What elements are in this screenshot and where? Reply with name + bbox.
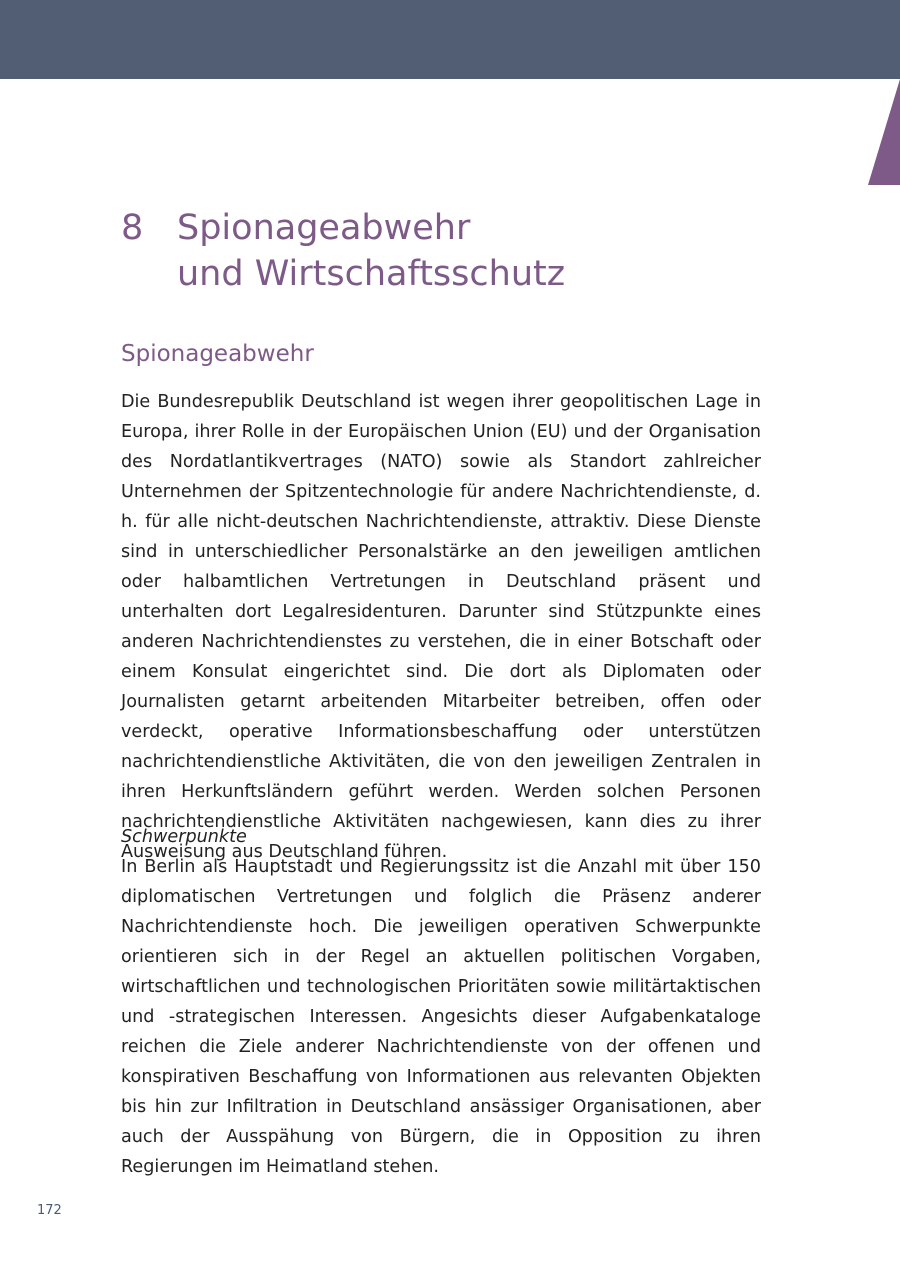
- corner-tab-marker: [868, 79, 900, 185]
- page-number: 172: [37, 1203, 62, 1218]
- chapter-heading: [121, 205, 681, 297]
- chapter-title-line-2: und Wirtschaftsschutz: [177, 254, 566, 294]
- chapter-number: 8: [121, 208, 144, 248]
- header-band: [0, 0, 900, 79]
- chapter-title-line-1: Spionageabwehr: [177, 208, 471, 248]
- intro-paragraph: Die Bundesrepublik Deutschland ist wegen ihrer geopolitischen Lage in Europa, ihrer Rolle in der Europäischen Union (EU) und der Organisation des Nordatlantikvertrages (NATO) sowie als Standort zahlreicher Unternehmen der Spitzentechnologie für andere Nachrichtendienste, d. h. für alle nicht-deutschen Nachrichtendienste, attraktiv. Diese Dienste sind in unterschiedlicher Personalstärke an den jeweiligen amtlichen oder halbamtlichen Vertretungen in Deutschland präsent und unterhalten dort Legalresidenturen. Darunter sind Stützpunkte eines anderen Nachrichtendienstes zu verstehen, die in einer Botschaft oder einem Konsulat eingerichtet sind. Die dort als Diplomaten oder Journalisten getarnt arbeitenden Mitarbeiter betreiben, offen oder verdeckt, operative Informationsbeschaffung oder unterstützen nachrichtendienstliche Aktivitäten, die von den jeweiligen Zentralen in ihren Herkunftsländern geführt werden. Werden solchen Personen nachrichtendienstliche Aktivitäten nachgewiesen, kann dies zu ihrer Ausweisung aus Deutschland führen.: [121, 392, 761, 862]
- focus-paragraph: In Berlin als Hauptstadt und Regierungssitz ist die Anzahl mit über 150 diplomatischen Vertretungen und folglich die Präsenz anderer Nachrichtendienste hoch. Die jeweiligen operativen Schwerpunkte orientieren sich in der Regel an aktuellen politischen Vorgaben, wirtschaftlichen und technologischen Prioritäten sowie militärtaktischen und -strategischen Interessen. Angesichts dieser Aufgabenkataloge reichen die Ziele anderer Nachrichtendienste von der offenen und konspirativen Beschaffung von Informationen aus relevanten Objekten bis hin zur Infiltration in Deutschland ansässiger Organisationen, aber auch der Ausspähung von Bürgern, die in Opposition zu ihren Regierungen im Heimatland stehen.: [121, 857, 761, 1177]
- corner-tab-shape: [868, 79, 900, 185]
- focus-subheading: Schwerpunkte: [121, 827, 247, 847]
- section-heading: Spionageabwehr: [121, 341, 314, 367]
